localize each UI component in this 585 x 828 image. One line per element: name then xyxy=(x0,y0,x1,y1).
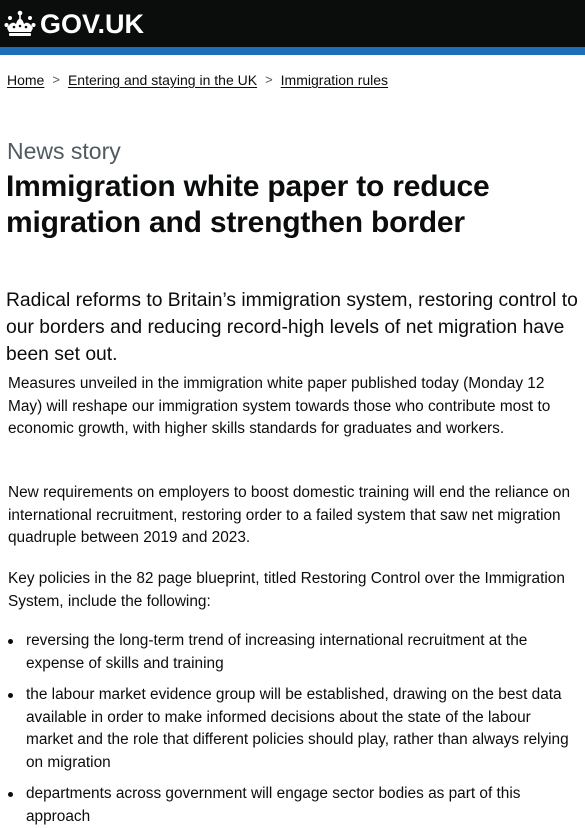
body-paragraph: New requirements on employers to boost domestic training will end the reliance on international recruitment, restoring order to a failed system that saw net migration quadruple between 2019 and 2023. xyxy=(8,484,571,546)
list-item-text: departments across government will engage sector bodies as part of this approach xyxy=(26,785,521,825)
crown-icon xyxy=(4,9,36,39)
breadcrumb-immigration-rules[interactable]: Immigration rules xyxy=(280,72,389,88)
bullet-icon xyxy=(8,693,13,698)
lead-paragraph: Radical reforms to Britain’s immigration system, restoring control to our borders and reducing record-high levels of net migration have been set out. xyxy=(6,290,578,365)
breadcrumb-entering-staying[interactable]: Entering and staying in the UK xyxy=(67,72,258,88)
breadcrumb-home[interactable]: Home xyxy=(7,72,45,88)
chevron-right-icon: > xyxy=(52,72,60,87)
chevron-right-icon: > xyxy=(265,72,273,87)
content-type-caption: News story xyxy=(7,138,121,164)
list-item xyxy=(8,783,580,828)
list-item xyxy=(8,630,580,675)
bullet-icon xyxy=(8,639,13,644)
list-item-text: reversing the long-term trend of increasing international recruitment at the expense of skills and training xyxy=(26,632,528,672)
policy-list xyxy=(8,630,580,828)
breadcrumb xyxy=(7,71,388,89)
site-header xyxy=(0,0,585,47)
page-title: Immigration white paper to reduce migration and strengthen border xyxy=(6,170,490,239)
header-accent-bar xyxy=(0,47,585,55)
body-paragraph: Key policies in the 82 page blueprint, titled Restoring Control over the Immigration System, include the following: xyxy=(8,570,565,610)
list-item xyxy=(8,684,580,774)
bullet-icon xyxy=(8,792,13,797)
govuk-logo-link[interactable] xyxy=(4,6,144,42)
list-item-text: the labour market evidence group will be established, drawing on the best data available in order to make informed decisions about the state of the labour market and the role that different policies should play, rather than always relying on migration xyxy=(26,686,569,771)
logo-text: GOV.UK xyxy=(40,9,145,39)
body-paragraph: Measures unveiled in the immigration white paper published today (Monday 12 May) will reshape our immigration system towards those who contribute most to economic growth, with higher skills standards for graduates and workers. xyxy=(8,375,551,437)
